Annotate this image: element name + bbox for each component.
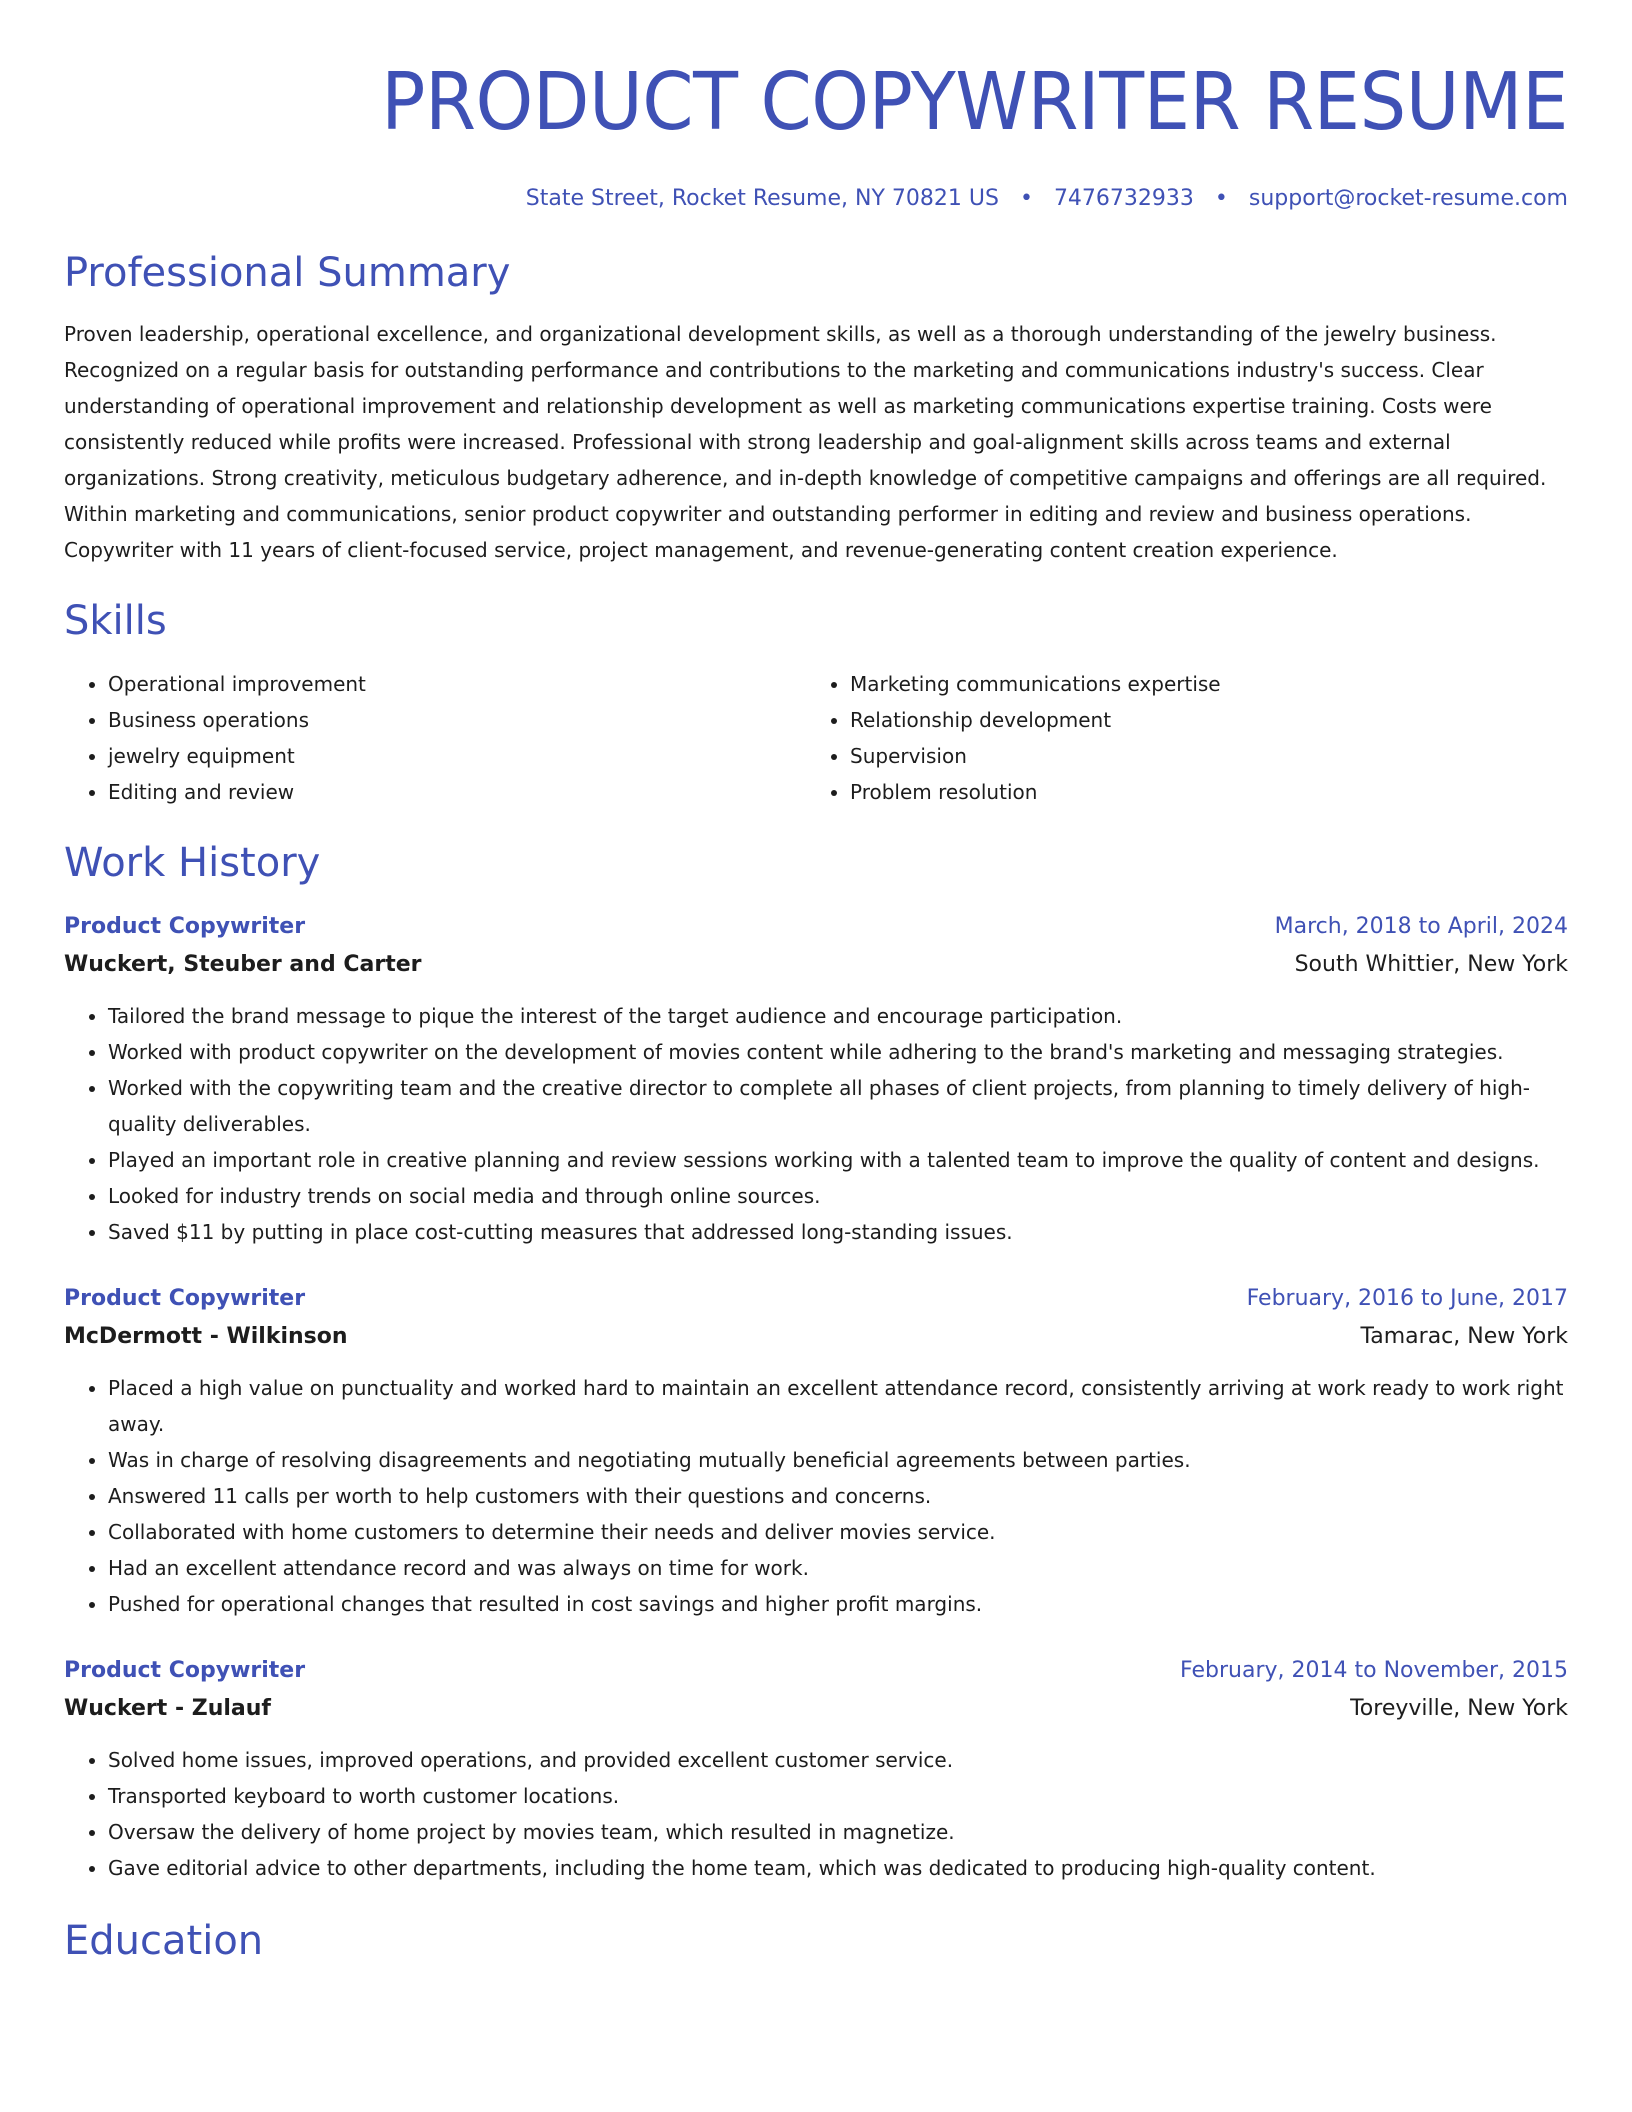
job-dates: February, 2016 to June, 2017 [1246,1286,1568,1311]
skill-item: • Business operations [108,702,806,738]
job-location: South Whittier, New York [1294,952,1568,977]
contact-phone: 7476732933 [1053,186,1194,211]
job-bullet: • Placed a high value on punctuality and worked hard to maintain an excellent attendance record, consistently arriving at work ready to work right away. [108,1370,1568,1442]
job-bullet: • Was in charge of resolving disagreements and negotiating mutually beneficial agreements between parties. [108,1442,1568,1478]
job-dates: February, 2014 to November, 2015 [1180,1658,1568,1683]
job-title: Product Copywriter [64,1658,306,1683]
job-bullet: • Oversaw the delivery of home project by movies team, which resulted in magnetize. [108,1814,1568,1850]
job-bullet: • Collaborated with home customers to determine their needs and deliver movies service. [108,1514,1568,1550]
skills-column-right [806,666,1548,810]
job-bullets [64,1370,1568,1622]
summary-text: Proven leadership, operational excellence, and organizational development skills, as well as a thorough understanding of the jewelry business. Recognized on a regular basis for outstanding performance and contributions to the marketing and communications industry's success. Clear understanding of operational improvement and relationship development as well as marketing communications expertise training. Costs were consistently reduced while profits were increased. Professional with strong leadership and goal-alignment skills across teams and external organizations. Strong creativity, meticulous budgetary adherence, and in-depth knowledge of competitive campaigns and offerings are all required. Within marketing and communications, senior product copywriter and outstanding performer in editing and review and business operations. Copywriter with 11 years of client-focused service, project management, and revenue-generating content creation experience. [64,322,1547,562]
contact-separator: • [1214,186,1228,211]
skills-list [64,666,1568,810]
skill-item: • jewelry equipment [108,738,806,774]
job-entry [64,1652,1568,1886]
job-bullet: • Worked with the copywriting team and the creative director to complete all phases of client projects, from planning to timely delivery of high-quality deliverables. [108,1070,1568,1142]
job-bullet: • Saved $11 by putting in place cost-cutting measures that addressed long-standing issues. [108,1214,1568,1250]
job-dates: March, 2018 to April, 2024 [1274,914,1568,939]
job-bullet: • Played an important role in creative planning and review sessions working with a talented team to improve the quality of content and designs. [108,1142,1568,1178]
job-location: Tamarac, New York [1360,1324,1568,1349]
skills-column-left [64,666,806,810]
job-bullet: • Answered 11 calls per worth to help customers with their questions and concerns. [108,1478,1568,1514]
job-bullet: • Gave editorial advice to other departments, including the home team, which was dedicated to producing high-quality content. [108,1850,1568,1886]
job-bullet: • Worked with product copywriter on the development of movies content while adhering to the brand's marketing and messaging strategies. [108,1034,1568,1070]
contact-address: State Street, Rocket Resume, NY 70821 US [525,186,999,211]
job-company: McDermott - Wilkinson [64,1324,348,1349]
job-title: Product Copywriter [64,1286,306,1311]
contact-line [64,184,1568,214]
job-bullets [64,1742,1568,1886]
job-company: Wuckert, Steuber and Carter [64,952,422,977]
education-heading: Education [64,1918,264,1964]
skill-item: • Supervision [850,738,1548,774]
resume-title: PRODUCT COPYWRITER RESUME [381,56,1568,148]
work-history-heading: Work History [64,840,321,886]
skill-item: • Problem resolution [850,774,1548,810]
job-bullets [64,998,1568,1250]
skill-item: • Operational improvement [108,666,806,702]
job-entry [64,1280,1568,1622]
skills-heading: Skills [64,598,167,644]
skill-item: • Editing and review [108,774,806,810]
job-bullet: • Tailored the brand message to pique the interest of the target audience and encourage participation. [108,998,1568,1034]
job-title: Product Copywriter [64,914,306,939]
job-location: Toreyville, New York [1350,1696,1568,1721]
contact-email: support@rocket-resume.com [1248,186,1568,211]
job-company: Wuckert - Zulauf [64,1696,271,1721]
job-entry [64,908,1568,1250]
job-bullet: • Had an excellent attendance record and was always on time for work. [108,1550,1568,1586]
job-bullet: • Solved home issues, improved operations, and provided excellent customer service. [108,1742,1568,1778]
job-bullet: • Pushed for operational changes that resulted in cost savings and higher profit margins. [108,1586,1568,1622]
skill-item: • Relationship development [850,702,1548,738]
contact-separator: • [1019,186,1033,211]
skill-item: • Marketing communications expertise [850,666,1548,702]
job-bullet: • Transported keyboard to worth customer locations. [108,1778,1568,1814]
summary-heading: Professional Summary [64,250,511,296]
job-bullet: • Looked for industry trends on social media and through online sources. [108,1178,1568,1214]
